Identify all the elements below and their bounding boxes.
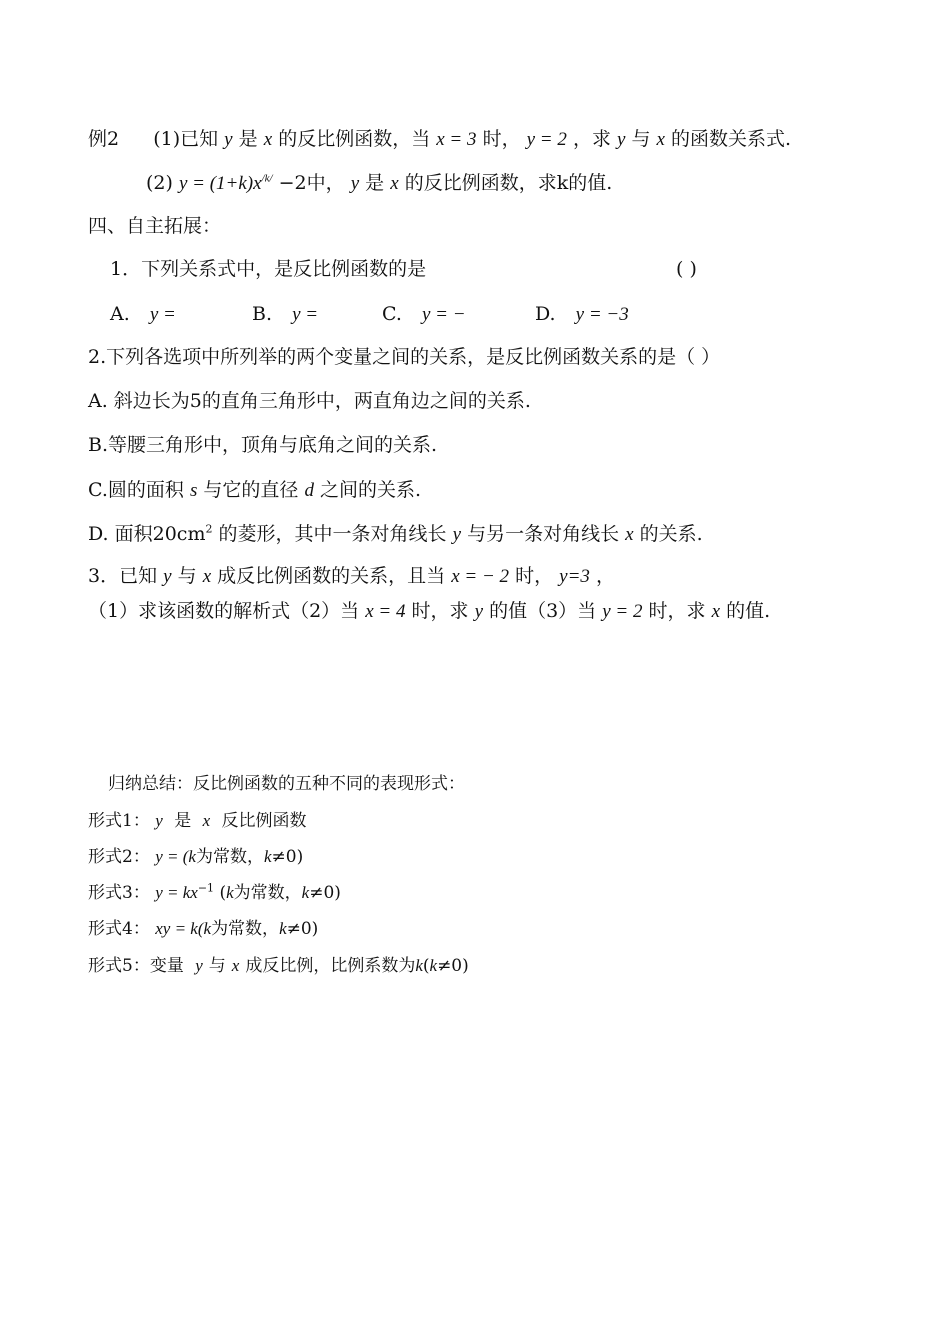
- text: (: [422, 956, 430, 976]
- option-label: D.: [535, 303, 556, 325]
- text: C.圆的面积: [88, 479, 184, 501]
- text: 的菱形，其中一条对角线长: [218, 523, 447, 545]
- text: ≠0): [309, 883, 341, 903]
- section-title: 四、自主拓展：: [88, 215, 222, 237]
- var-s: s: [189, 480, 198, 501]
- q3-subquestions: [88, 598, 770, 625]
- form-label: 形式3：: [88, 883, 150, 903]
- var-x: x: [263, 129, 273, 150]
- text: 成反比例函数的关系，且当: [217, 565, 446, 587]
- form-label: 形式2：: [88, 847, 150, 867]
- text: ≠0): [437, 956, 469, 976]
- equation: y = (1+k)x: [178, 173, 262, 194]
- var-k: k: [188, 847, 196, 866]
- text: （1）求该函数的解析式（2）当: [88, 600, 360, 622]
- text: (: [214, 883, 227, 903]
- text: 时，求: [411, 600, 469, 622]
- var-x: x: [625, 524, 634, 545]
- var-k: k: [301, 883, 310, 902]
- form-label: 形式1：: [88, 811, 150, 831]
- text: 与另一条对角线长: [467, 523, 620, 545]
- var-y: y: [474, 601, 484, 622]
- var-y: y: [195, 956, 203, 975]
- text: 的反比例函数，当: [278, 128, 431, 150]
- equation: y = (: [155, 847, 189, 866]
- q1-stem: 1．下列关系式中，是反比例函数的是: [110, 258, 427, 280]
- var-x: x: [202, 566, 212, 587]
- summary-form-2: [88, 844, 303, 870]
- text: ，求: [572, 128, 611, 150]
- text: ≠0): [286, 919, 319, 939]
- equation: y = kx: [155, 883, 198, 902]
- text: 的函数关系式.: [671, 128, 792, 150]
- var-k: k: [415, 956, 423, 975]
- var-x: x: [390, 173, 399, 194]
- q1-option-b: [252, 301, 318, 328]
- example2-label: 例2: [88, 128, 120, 150]
- example2-line1: [88, 126, 791, 153]
- summary-form-5: [88, 953, 469, 979]
- summary-title: 归纳总结：反比例函数的五种不同的表现形式：: [108, 774, 465, 794]
- summary-form-3: [88, 880, 341, 906]
- summary-form-1: [88, 808, 307, 834]
- text: 的值.: [726, 600, 771, 622]
- text: 的反比例函数，求k的值.: [404, 172, 613, 194]
- form-label: 形式4：: [88, 919, 150, 939]
- equation: x = − 2: [451, 566, 510, 587]
- var-k: k: [263, 847, 272, 866]
- text: 时，: [515, 565, 554, 587]
- text: 为常数，: [195, 847, 264, 867]
- var-y: y: [224, 129, 233, 150]
- text: 3．已知: [88, 565, 158, 587]
- q1-option-c: [382, 301, 466, 328]
- var-y: y: [452, 524, 462, 545]
- q2-option-d: [88, 521, 703, 548]
- var-k: k: [279, 919, 287, 938]
- text: ，: [595, 565, 615, 587]
- text: ≠0): [271, 847, 304, 867]
- text: 时，求: [648, 600, 706, 622]
- text: 与: [177, 565, 197, 587]
- equation: y = 2: [602, 601, 643, 622]
- text: 与: [208, 956, 226, 976]
- exponent: −1: [197, 881, 215, 895]
- equation: y=3: [559, 566, 590, 587]
- option-label: C.: [382, 303, 402, 325]
- equation: y =: [149, 304, 176, 325]
- equation: x = 3: [436, 129, 477, 150]
- text: 之间的关系.: [320, 479, 422, 501]
- equation: xy = k(: [155, 919, 204, 938]
- q1-answer-paren: ( ): [676, 258, 697, 280]
- text: 为常数，: [233, 883, 302, 903]
- var-k: k: [429, 956, 438, 975]
- equation: y =: [292, 304, 319, 325]
- exponent: /k/: [261, 172, 273, 185]
- q1-option-d: [535, 301, 629, 328]
- superscript: 2: [205, 522, 213, 536]
- text: 是: [174, 811, 192, 831]
- q3-stem: [88, 563, 615, 590]
- var-x: x: [711, 601, 721, 622]
- text: 的值（3）当: [489, 600, 597, 622]
- text: −2中，: [278, 172, 345, 194]
- var-k: k: [203, 919, 212, 938]
- text: 与: [631, 128, 651, 150]
- text: 的关系.: [639, 523, 703, 545]
- option-label: B.: [252, 303, 273, 325]
- q2-option-b: B.等腰三角形中，顶角与底角之间的关系.: [88, 434, 438, 456]
- text: 成反比例，比例系数为: [245, 956, 416, 976]
- text: 为常数，: [211, 919, 280, 939]
- q1-option-a: [110, 301, 176, 328]
- q2-stem: 2.下列各选项中所列举的两个变量之间的关系，是反比例函数关系的是（ ）: [88, 346, 721, 368]
- text: 是: [238, 128, 258, 150]
- equation: x = 4: [365, 601, 406, 622]
- var-y: y: [617, 129, 626, 150]
- text: (2): [146, 172, 173, 194]
- text: (1)已知: [153, 128, 219, 150]
- option-label: A.: [110, 303, 130, 325]
- q2-option-a: A. 斜边长为5的直角三角形中，两直角边之间的关系.: [88, 390, 531, 412]
- var-x: x: [202, 811, 211, 830]
- text: 时，: [482, 128, 521, 150]
- equation: y = 2: [526, 129, 567, 150]
- var-y: y: [155, 811, 163, 830]
- var-y: y: [163, 566, 172, 587]
- equation: y = −3: [575, 304, 629, 325]
- summary-form-4: [88, 916, 318, 942]
- example2-line2: [146, 170, 612, 197]
- var-x: x: [231, 956, 240, 975]
- equation: y = −: [421, 304, 466, 325]
- var-d: d: [304, 480, 314, 501]
- text: 与它的直径: [203, 479, 299, 501]
- text: 反比例函数: [221, 811, 307, 831]
- var-x: x: [656, 129, 665, 150]
- text: 是: [365, 172, 385, 194]
- form-label: 形式5：变量: [88, 956, 184, 976]
- q2-option-c: [88, 477, 421, 504]
- var-y: y: [350, 173, 360, 194]
- var-k: k: [226, 883, 234, 902]
- text: D. 面积20cm: [88, 523, 206, 545]
